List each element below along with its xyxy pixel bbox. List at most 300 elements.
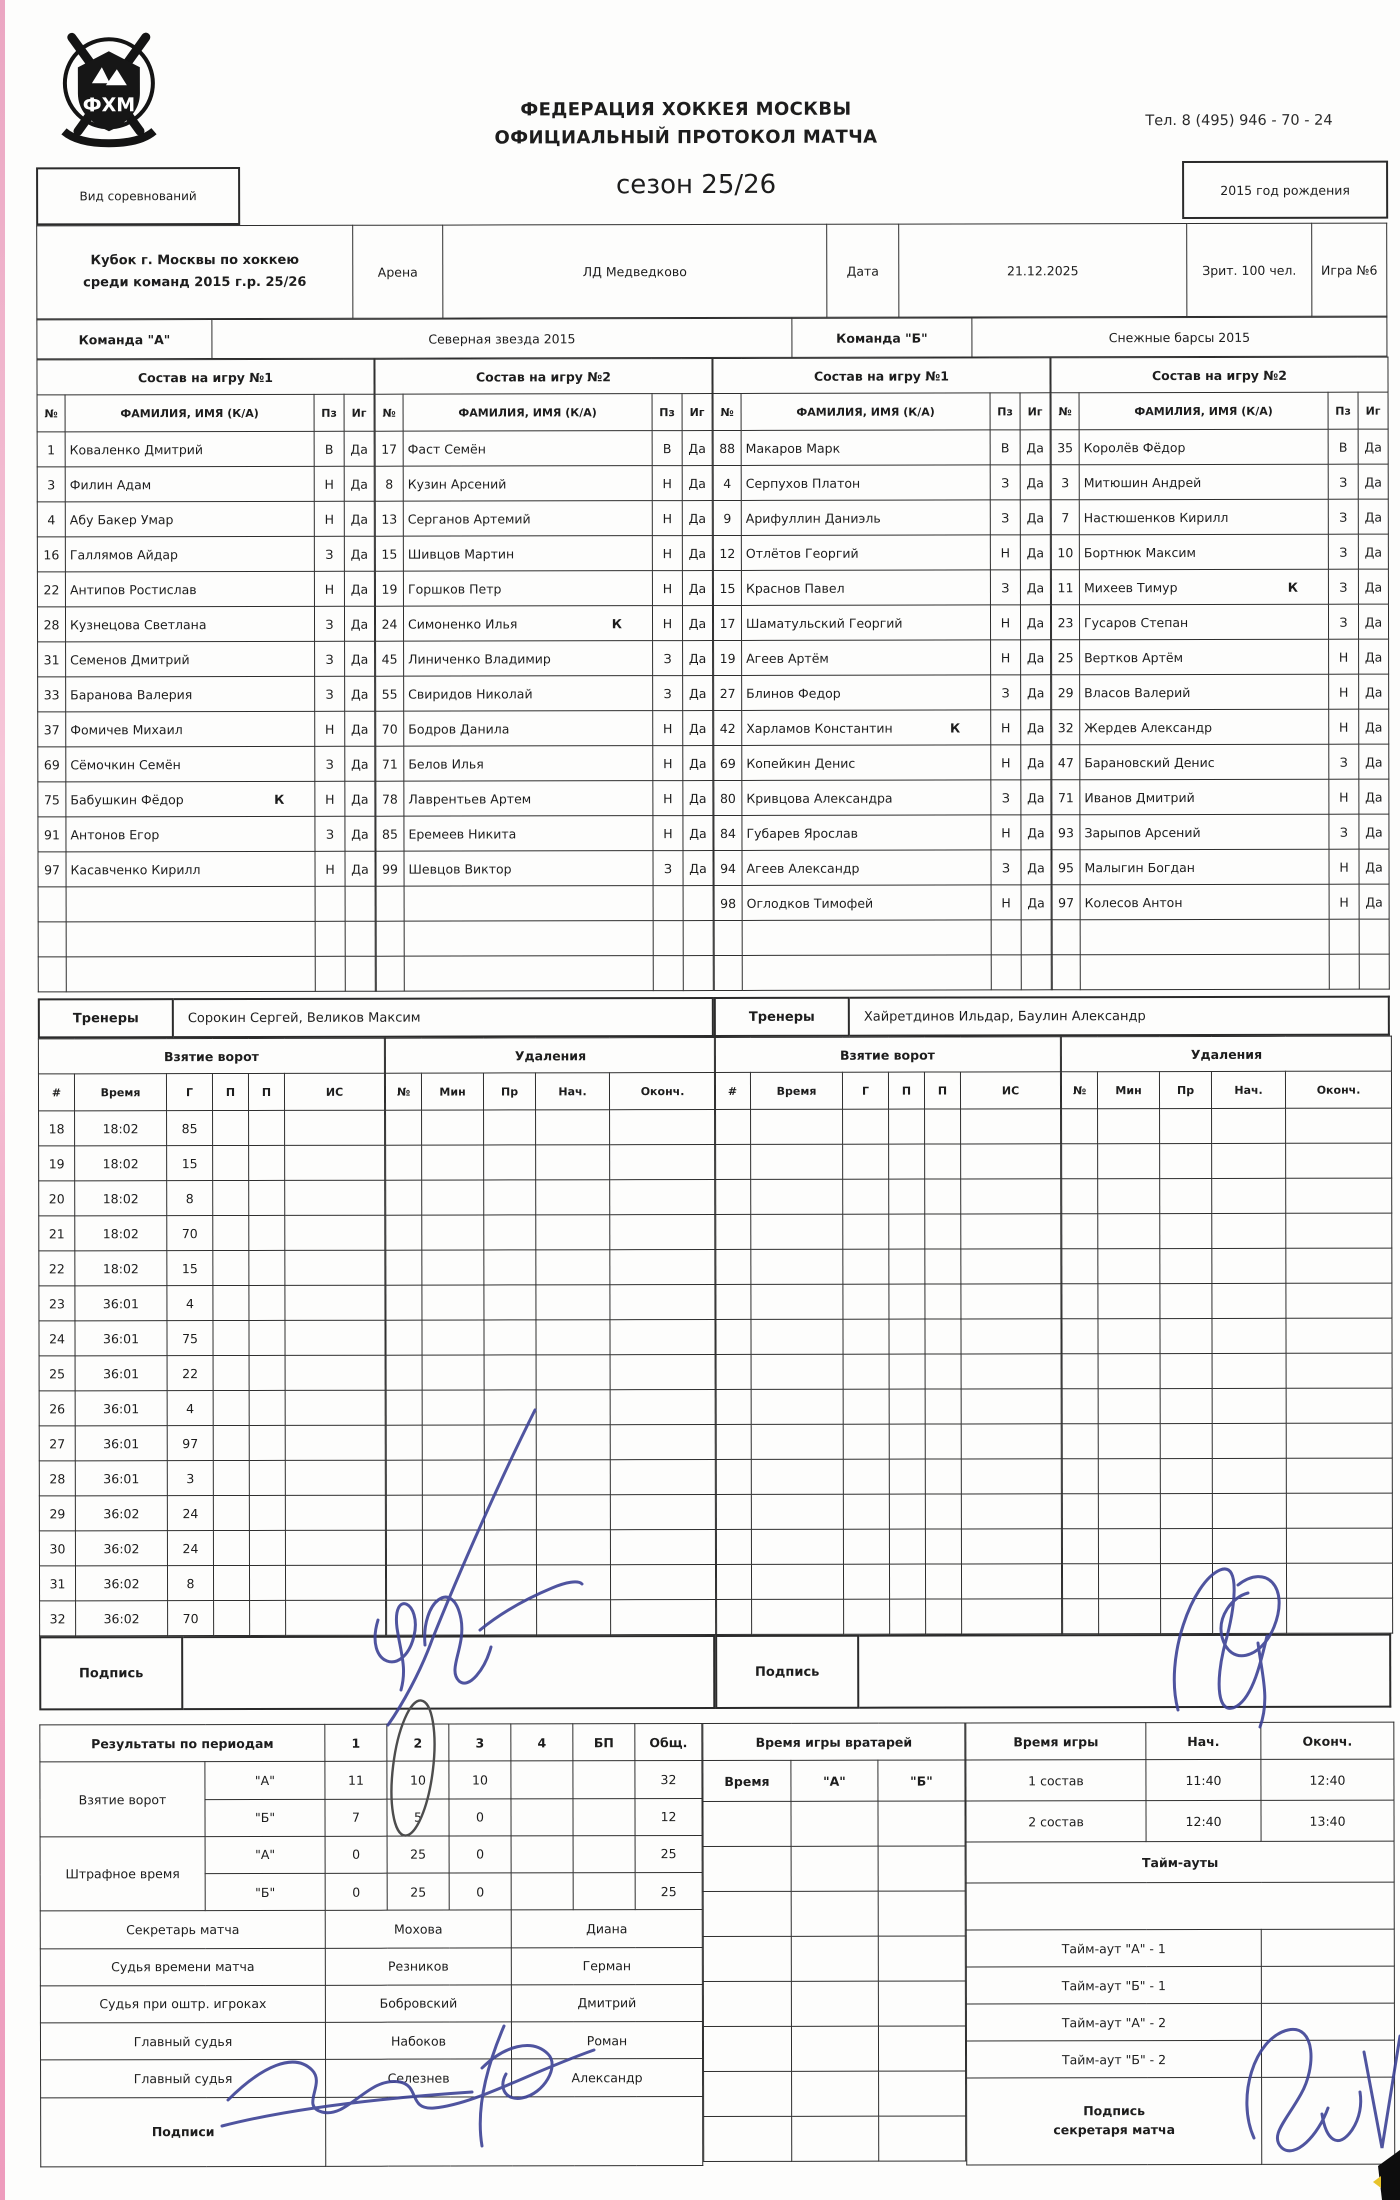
bottom-section [39, 1722, 1392, 2168]
player-position: В [1328, 429, 1358, 464]
team-b-signature-area [859, 1634, 1391, 1709]
time-section [702, 1722, 1393, 2166]
goal-time: 36:01 [75, 1391, 167, 1426]
roster-row [1052, 884, 1389, 920]
player-number: 45 [376, 641, 404, 676]
roster-row [1052, 814, 1389, 850]
goal-time [751, 1179, 843, 1214]
player-name: Симоненко Илья К [403, 606, 652, 642]
player-name: Барановский Денис [1080, 744, 1329, 780]
player-name: Кузин Арсений [403, 466, 652, 502]
player-position: Н [1329, 779, 1359, 814]
roster-row [713, 500, 1050, 536]
player-plays: Да [1021, 850, 1051, 885]
player-plays: Да [1359, 674, 1389, 709]
player-position: Н [1329, 849, 1359, 884]
player-number [376, 956, 404, 991]
player-name: Линиченко Владимир [404, 641, 653, 677]
goal-row [40, 1600, 386, 1636]
player-name: Малыгин Богдан [1080, 849, 1329, 885]
team-b-name: Снежные барсы 2015 [972, 317, 1387, 357]
roster-row [37, 466, 374, 502]
team-b-events [714, 1036, 1391, 1635]
roster-row [1052, 954, 1389, 990]
player-plays: Да [344, 606, 374, 641]
official-surname: Селезнев [326, 2059, 512, 2097]
player-number: 19 [714, 640, 742, 675]
goal-scorer: 97 [167, 1426, 213, 1461]
player-plays: Да [1358, 534, 1388, 569]
phone-number: Тел. 8 (495) 946 - 70 - 24 [1145, 112, 1333, 130]
player-position: Н [314, 466, 344, 501]
roster-row [375, 466, 712, 502]
official-role: Главный судья [40, 2022, 325, 2060]
roster-row [38, 886, 375, 922]
roster-row [713, 430, 1050, 466]
player-number: 17 [713, 605, 741, 640]
team-a-signature-area [183, 1635, 715, 1710]
goal-time [751, 1424, 843, 1459]
goal-scorer [843, 1109, 889, 1144]
goal-row [715, 1179, 1061, 1215]
player-plays: Да [1020, 465, 1050, 500]
player-name: Власов Валерий [1080, 674, 1329, 710]
player-name: Еремеев Никита [404, 816, 653, 852]
results-penalty-label: Штрафное время [40, 1836, 205, 1911]
goal-row [39, 1145, 385, 1181]
player-name: Сёмочкин Семён [66, 746, 315, 782]
goal-number: 19 [39, 1146, 75, 1181]
player-plays [683, 886, 713, 921]
goal-time [751, 1144, 843, 1179]
goal-row [39, 1460, 385, 1496]
document-title [376, 95, 996, 152]
coaches-label: Тренеры [714, 997, 850, 1037]
roster-row [714, 815, 1051, 851]
player-name: Семенов Дмитрий [66, 641, 315, 677]
player-name: Кривцова Александра [742, 780, 991, 816]
federation-title: ФЕДЕРАЦИЯ ХОККЕЯ МОСКВЫ [520, 98, 852, 121]
player-position: З [314, 536, 344, 571]
player-position [315, 956, 345, 991]
goal-scorer [843, 1529, 889, 1564]
timeout-label: Тайм-аут "А" - 2 [966, 2003, 1261, 2041]
player-name [404, 921, 653, 957]
team-a-label: Команда "А" [37, 320, 212, 359]
captain-mark: К [611, 615, 623, 631]
protocol-title: ОФИЦИАЛЬНЫЙ ПРОТОКОЛ МАТЧА [494, 126, 878, 149]
roster-row [1052, 744, 1389, 780]
team-signatures-row [39, 1634, 1391, 1711]
player-position: З [990, 500, 1020, 535]
player-position: З [1328, 569, 1358, 604]
goal-time: 36:02 [76, 1601, 168, 1636]
goal-time: 36:01 [75, 1461, 167, 1496]
player-number: 97 [1052, 885, 1080, 920]
roster-row [37, 606, 374, 642]
goal-time: 36:01 [75, 1321, 167, 1356]
game-time-table: Время игры Нач. Оконч. 1 состав 11:40 12:40 2 состав 12:40 13:40 Тайм-ауты Тайм-аут "А" - 1 Тайм-аут "Б" - 1 Тайм-аут "А" - 2 Тайм-аут "Б" - 2 Подпись секретаря матча [965, 1722, 1395, 2166]
player-number: 88 [713, 430, 741, 465]
official-role: Судья времени матча [40, 1948, 325, 1986]
roster-row [714, 745, 1051, 781]
player-plays [345, 886, 375, 921]
goal-scorer: 70 [167, 1216, 213, 1251]
penalties-header: Удаления [385, 1037, 715, 1073]
player-position: Н [991, 815, 1021, 850]
player-position: Н [652, 466, 682, 501]
player-name: Иванов Дмитрий [1080, 779, 1329, 815]
roster-row [38, 676, 375, 712]
goal-row [715, 1284, 1061, 1320]
timeout-value [1262, 2040, 1395, 2077]
player-plays: Да [344, 536, 374, 571]
player-plays: Да [682, 571, 712, 606]
player-plays: Да [345, 641, 375, 676]
roster-row [1051, 569, 1388, 605]
goal-time [751, 1109, 843, 1144]
goal-time [751, 1494, 843, 1529]
roster-row [376, 676, 713, 712]
scan-edge-artifact [0, 0, 5, 2200]
goal-row [715, 1389, 1061, 1425]
player-position: З [1328, 534, 1358, 569]
goal-time [751, 1249, 843, 1284]
player-number: 99 [376, 851, 404, 886]
timeouts-title: Тайм-ауты [966, 1841, 1394, 1883]
player-position: З [990, 465, 1020, 500]
player-position: Н [652, 501, 682, 536]
player-name: Бортнюк Максим [1079, 534, 1328, 570]
player-plays: Да [683, 746, 713, 781]
goal-scorer [843, 1284, 889, 1319]
goal-row [39, 1565, 385, 1601]
player-position: З [991, 675, 1021, 710]
lineup2-time-label: 2 состав [966, 1801, 1146, 1842]
lineup2-start: 12:40 [1146, 1800, 1261, 1841]
player-plays [1359, 919, 1389, 954]
player-name: Фомичев Михаил [66, 711, 315, 747]
goal-time [752, 1599, 844, 1634]
roster-row [1052, 919, 1389, 955]
player-number: 15 [375, 536, 403, 571]
player-name: Настюшенков Кирилл [1079, 499, 1328, 535]
player-position: Н [1329, 884, 1359, 919]
player-position: З [1328, 604, 1358, 639]
player-plays: Да [344, 501, 374, 536]
events-section [38, 1036, 1391, 1637]
goal-scorer: 4 [167, 1391, 213, 1426]
player-position: З [315, 816, 345, 851]
goal-time [751, 1354, 843, 1389]
player-name: Зарыпов Арсений [1080, 814, 1329, 850]
goal-number [715, 1424, 751, 1459]
goal-time: 36:01 [75, 1426, 167, 1461]
player-number: 7 [1051, 500, 1079, 535]
player-position: З [315, 641, 345, 676]
teams-row [36, 317, 1387, 360]
roster-row [376, 921, 713, 957]
player-plays: Да [1358, 604, 1388, 639]
official-surname: Мохова [325, 1910, 511, 1948]
team-a-lineup2-table: Состав на игру №2 № ФАМИЛИЯ, ИМЯ (К/А) Пз Иг 17 Фаст Семён В Да 8 Кузин Арсений Н Да 13 Серганов Артемий Н Да 15 Шивцов Мартин Н Да 19 Горшков Петр Н Да 24 Симоненко Илья К Н Да 45 Линиченко Владимир З Да 55 Свиридов Николай З Да 70 Бодров Данила Н Да 71 Белов Илья Н Да 78 Лаврентьев Артем Н Да 85 Еремеев Никита Н Да 99 Шевцов Виктор З Да [374, 358, 713, 992]
captain-mark: К [1287, 579, 1298, 595]
goals-header: Взятие ворот [38, 1038, 384, 1074]
goal-row [39, 1320, 385, 1356]
player-number [376, 921, 404, 956]
player-name: Фаст Семён [403, 431, 652, 467]
player-position: З [653, 676, 683, 711]
player-number: 4 [37, 502, 65, 537]
roster-row [1051, 499, 1388, 535]
header-zone [36, 17, 1388, 162]
roster-row [1051, 429, 1388, 465]
team-b-goals-table: Взятие ворот # Время Г П П ИС [714, 1036, 1062, 1635]
player-position: Н [1329, 709, 1359, 744]
player-number: 23 [1051, 605, 1079, 640]
player-name: Белов Илья [404, 746, 653, 782]
player-position: Н [314, 501, 344, 536]
roster-row [38, 816, 375, 852]
player-number: 78 [376, 781, 404, 816]
goal-row [715, 1459, 1061, 1495]
player-name [1080, 954, 1329, 990]
goal-row [39, 1215, 385, 1251]
player-plays: Да [1359, 709, 1389, 744]
player-plays: Да [683, 641, 713, 676]
player-number: 42 [714, 710, 742, 745]
player-plays: Да [683, 781, 713, 816]
player-number: 29 [1052, 675, 1080, 710]
roster-row [375, 536, 712, 572]
player-plays: Да [345, 746, 375, 781]
player-plays: Да [1359, 639, 1389, 674]
goal-number: 31 [39, 1566, 75, 1601]
player-position: Н [315, 851, 345, 886]
player-number: 10 [1051, 535, 1079, 570]
player-position: Н [652, 536, 682, 571]
player-plays: Да [1021, 675, 1051, 710]
goal-number: 26 [39, 1391, 75, 1426]
roster-row [713, 465, 1050, 501]
date-label: Дата [827, 224, 899, 317]
goal-number [715, 1564, 751, 1599]
spectators: Зрит. 100 чел. [1187, 223, 1312, 316]
lineup1-start: 11:40 [1146, 1759, 1261, 1800]
roster-row [38, 956, 375, 992]
official-row [40, 1984, 702, 2023]
team-a-coaches [38, 997, 714, 1038]
goal-number: 29 [39, 1496, 75, 1531]
lineup-title: Состав на игру №1 [37, 359, 374, 395]
roster-row [1052, 674, 1389, 710]
roster-row [37, 501, 374, 537]
player-position [1329, 954, 1359, 989]
player-plays [1359, 954, 1389, 989]
player-number: 24 [375, 606, 403, 641]
player-plays: Да [682, 501, 712, 536]
player-number: 71 [376, 746, 404, 781]
goal-scorer [843, 1144, 889, 1179]
goal-number [715, 1319, 751, 1354]
goal-number: 32 [40, 1601, 76, 1636]
player-name [742, 955, 991, 991]
goal-number [715, 1529, 751, 1564]
player-position: З [1329, 814, 1359, 849]
player-name: Касавченко Кирилл [66, 851, 315, 887]
goal-time: 36:02 [75, 1496, 167, 1531]
player-position [1329, 919, 1359, 954]
team-b-coaches-names: Хайретдинов Ильдар, Баулин Александр [850, 996, 1390, 1037]
player-position: Н [314, 571, 344, 606]
team-a-events [38, 1037, 715, 1636]
player-name: Лаврентьев Артем [404, 781, 653, 817]
player-name: Агеев Александр [742, 850, 991, 886]
player-number: 17 [375, 431, 403, 466]
player-plays: Да [1020, 430, 1050, 465]
player-number [376, 886, 404, 921]
goal-scorer [844, 1599, 890, 1634]
team-a-signature [39, 1635, 715, 1710]
player-position: З [991, 850, 1021, 885]
player-position: Н [315, 711, 345, 746]
player-plays: Да [682, 536, 712, 571]
player-plays: Да [1021, 885, 1051, 920]
goal-scorer [843, 1459, 889, 1494]
player-name: Свиридов Николай [404, 676, 653, 712]
goal-row [715, 1249, 1061, 1285]
player-number [38, 957, 66, 992]
signature-label: Подпись [39, 1636, 183, 1710]
player-number: 31 [38, 642, 66, 677]
player-number: 75 [38, 782, 66, 817]
player-number: 84 [714, 815, 742, 850]
player-name: Оглодков Тимофей [742, 885, 991, 921]
player-number: 94 [714, 850, 742, 885]
goal-time [751, 1214, 843, 1249]
goal-row [39, 1390, 385, 1426]
goal-scorer [843, 1564, 889, 1599]
team-a-name: Северная звезда 2015 [212, 318, 792, 358]
roster-row [375, 571, 712, 607]
player-name [66, 886, 315, 922]
roster-row [375, 431, 712, 467]
roster-row [713, 605, 1050, 641]
timeout-row [966, 1929, 1394, 1967]
player-name: Кузнецова Светлана [65, 606, 314, 642]
roster-row [38, 711, 375, 747]
goal-time: 18:02 [75, 1216, 167, 1251]
player-number: 4 [713, 465, 741, 500]
team-b-lineup1-table: Состав на игру №1 № ФАМИЛИЯ, ИМЯ (К/А) Пз Иг 88 Макаров Марк В Да 4 Серпухов Платон З Да 9 Арифуллин Даниэль З Да 12 Отлётов Георгий Н Да 15 Краснов Павел З Да 17 Шаматульский Георгий Н Да 19 Агеев Артём Н Да 27 Блинов Федор З Да 42 Харламов Константин К Н Да 69 Копейкин Денис Н Да 80 Кривцова Александра З Да 84 Губарев Ярослав Н Да 94 Агеев Александр З Да 98 Оглодков Тимофей Н Да [712, 357, 1051, 991]
player-name: Баранова Валерия [66, 676, 315, 712]
player-name: Харламов Константин К [742, 710, 991, 746]
player-plays [683, 921, 713, 956]
goal-number [715, 1109, 751, 1144]
goal-scorer: 8 [167, 1181, 213, 1216]
game-number: Игра №6 [1312, 223, 1387, 316]
goal-scorer: 75 [167, 1321, 213, 1356]
official-row [40, 1910, 702, 1949]
player-plays: Да [344, 431, 374, 466]
player-number: 47 [1052, 745, 1080, 780]
lineup2-end: 13:40 [1261, 1800, 1394, 1841]
player-name: Коваленко Дмитрий [65, 431, 314, 467]
roster-row [1051, 534, 1388, 570]
player-plays: Да [1020, 500, 1050, 535]
player-number: 33 [38, 677, 66, 712]
captain-mark: К [274, 791, 285, 807]
team-a-lineup1-table: Состав на игру №1 № ФАМИЛИЯ, ИМЯ (К/А) Пз Иг 1 Коваленко Дмитрий В Да 3 Филин Адам Н Да 4 Абу Бакер Умар Н Да 16 Галлямов Айдар З Да 22 Антипов Ростислав Н Да 28 Кузнецова Светлана З Да 31 Семенов Дмитрий З Да 33 Баранова Валерия З Да 37 Фомичев Михаил Н Да 69 Сёмочкин Семён З Да 75 Бабушкин Фёдор К Н Да 91 Антонов Егор З Да 97 Касавченко Кирилл Н Да [36, 359, 375, 993]
roster-row [714, 885, 1051, 921]
timeout-row [966, 2003, 1394, 2041]
official-name: Диана [511, 1910, 702, 1948]
roster-row [376, 851, 713, 887]
player-position: Н [653, 816, 683, 851]
goal-time [751, 1319, 843, 1354]
rosters-section [36, 357, 1389, 993]
roster-row [375, 606, 712, 642]
goal-number [715, 1354, 751, 1389]
player-name: Галлямов Айдар [65, 536, 314, 572]
player-number: 69 [714, 745, 742, 780]
goal-row [39, 1180, 385, 1216]
player-plays [1021, 920, 1051, 955]
player-number [1052, 920, 1080, 955]
player-number: 93 [1052, 815, 1080, 850]
player-name: Губарев Ярослав [742, 815, 991, 851]
player-name: Копейкин Денис [742, 745, 991, 781]
team-a-penalties-table: Удаления № Мин Пр Нач. Оконч. [385, 1037, 717, 1636]
goal-time [751, 1389, 843, 1424]
player-name: Митюшин Андрей [1079, 464, 1328, 500]
goal-row [715, 1354, 1061, 1390]
player-position: В [652, 431, 682, 466]
player-plays: Да [1359, 779, 1389, 814]
team-a-goals-table: Взятие ворот # Время Г П П ИС 18 18:02 85 19 18:02 15 20 18:02 8 21 18:02 70 22 18:02 15 23 36:01 4 24 36:01 75 25 36:01 22 26 36:01 4 27 36:01 97 28 36:01 3 29 36:02 24 30 36:02 24 31 36:02 8 32 36:02 70 [38, 1038, 386, 1637]
roster-row [376, 886, 713, 922]
coaches-section [38, 996, 1390, 1039]
player-number: 69 [38, 747, 66, 782]
player-number: 95 [1052, 850, 1080, 885]
player-position: Н [1329, 639, 1359, 674]
timeouts-blank [966, 1882, 1394, 1930]
roster-row [376, 956, 713, 992]
timeout-label: Тайм-аут "Б" - 2 [967, 2040, 1262, 2078]
player-position: Н [315, 781, 345, 816]
roster-row [713, 535, 1050, 571]
player-number: 97 [38, 852, 66, 887]
official-row [41, 2059, 703, 2098]
roster-row [1051, 604, 1388, 640]
goal-number: 28 [39, 1461, 75, 1496]
roster-row [714, 710, 1051, 746]
player-number: 19 [375, 571, 403, 606]
timeout-row [966, 1966, 1394, 2004]
goal-row [715, 1494, 1061, 1530]
timeout-value [1261, 1966, 1394, 2003]
competition-type-box: Вид соревнований [36, 167, 240, 225]
goal-time [751, 1284, 843, 1319]
player-name [404, 956, 653, 992]
player-plays: Да [345, 676, 375, 711]
goal-row [715, 1424, 1061, 1460]
goal-number [715, 1459, 751, 1494]
official-surname: Бобровский [325, 1985, 511, 2023]
penalties-header: Удаления [1061, 1036, 1391, 1072]
goal-scorer [843, 1249, 889, 1284]
player-name: Шивцов Мартин [403, 536, 652, 572]
